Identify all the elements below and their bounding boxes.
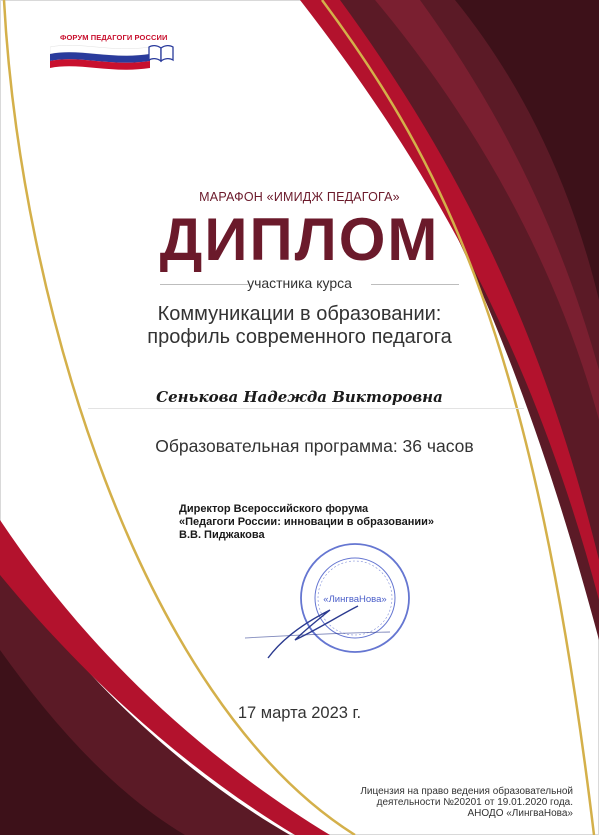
license-line-3: АНОДО «ЛингваНова» bbox=[467, 808, 573, 819]
marathon-title: МАРАФОН «ИМИДЖ ПЕДАГОГА» bbox=[199, 190, 400, 204]
participant-label: участника курса bbox=[247, 275, 352, 291]
recipient-name: Сенькова Надежда Викторовна bbox=[156, 388, 443, 406]
director-line-1: Директор Всероссийского форума bbox=[179, 503, 369, 515]
russian-flag-icon bbox=[50, 43, 150, 71]
director-line-2: «Педагоги России: инновации в образовании» bbox=[179, 516, 434, 528]
license-line-1: Лицензия на право ведения образовательной bbox=[360, 786, 573, 797]
director-signature-block bbox=[179, 503, 434, 542]
forum-logo bbox=[50, 33, 176, 73]
director-line-3: В.В. Пиджакова bbox=[179, 529, 265, 541]
name-underline bbox=[88, 408, 524, 409]
divider-right bbox=[371, 284, 459, 285]
diploma-title: ДИПЛОМ bbox=[159, 206, 440, 273]
stamp-center-text: «ЛингваНова» bbox=[323, 594, 387, 605]
logo-text: ФОРУМ ПЕДАГОГИ РОССИИ bbox=[60, 33, 168, 42]
open-book-icon bbox=[148, 42, 174, 64]
official-stamp bbox=[240, 540, 430, 665]
course-title-line-1: Коммуникации в образовании: bbox=[157, 303, 442, 325]
program-hours: Образовательная программа: 36 часов bbox=[155, 436, 474, 456]
license-info bbox=[273, 786, 573, 819]
course-title bbox=[0, 303, 599, 349]
course-title-line-2: профиль современного педагога bbox=[147, 326, 452, 348]
issue-date: 17 марта 2023 г. bbox=[237, 704, 362, 722]
license-line-2: деятельности №20201 от 19.01.2020 года. bbox=[376, 797, 573, 808]
